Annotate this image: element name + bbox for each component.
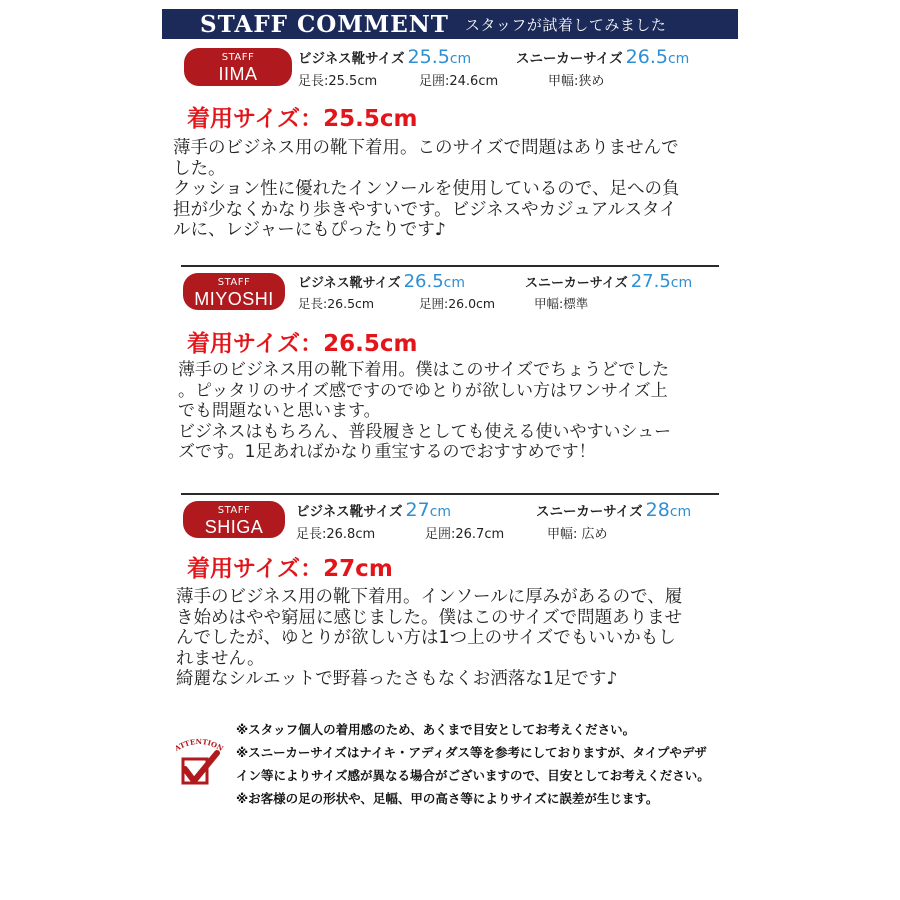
attention-note: ※スタッフ個人の着用感のため、あくまで目安としてお考えください。 bbox=[236, 722, 636, 737]
business-size-unit: cm bbox=[449, 51, 472, 67]
staff-name: IIMA bbox=[218, 64, 258, 84]
instep-width: 甲幅:狭め bbox=[548, 74, 605, 89]
business-size-unit: cm bbox=[429, 504, 452, 520]
staff-name: SHIGA bbox=[204, 517, 264, 537]
foot-girth: 足囲:26.7cm bbox=[425, 527, 505, 542]
badge-staff-label: STAFF bbox=[217, 277, 251, 288]
badge-staff-label: STAFF bbox=[217, 505, 251, 516]
foot-length: 足長:26.5cm bbox=[298, 296, 375, 311]
foot-length: 足長:26.8cm bbox=[296, 527, 376, 542]
sneaker-size-label: スニーカーサイズ bbox=[516, 51, 623, 67]
foot-girth: 足囲:26.0cm bbox=[419, 296, 496, 311]
wear-size-label: 着用サイズ： bbox=[187, 331, 324, 357]
instep-width: 甲幅:標準 bbox=[534, 296, 589, 311]
wear-size-value: 26.5cm bbox=[323, 331, 418, 357]
staff-badge bbox=[184, 48, 292, 86]
attention-icon-text: ATTENTION bbox=[173, 736, 225, 753]
sneaker-size-value: 27.5 bbox=[630, 271, 671, 292]
business-shoe-size bbox=[296, 499, 451, 521]
staff-badge bbox=[183, 501, 285, 538]
sneaker-size-unit: cm bbox=[670, 275, 693, 291]
badge-staff-label: STAFF bbox=[221, 52, 255, 63]
business-size-value: 25.5 bbox=[407, 46, 450, 68]
business-shoe-size bbox=[298, 271, 465, 292]
wear-size-label: 着用サイズ： bbox=[187, 106, 324, 132]
business-shoe-size bbox=[298, 46, 471, 68]
header-subtitle: スタッフが試着してみました bbox=[464, 15, 667, 34]
wear-size bbox=[187, 325, 418, 358]
attention-note: ※スニーカーサイズはナイキ・アディダス等を参考にしておりますが、タイプやデザイン等によりサイズ感が異なる場合がございますので、目安としてお考えください。 bbox=[236, 745, 710, 783]
section-divider bbox=[181, 265, 719, 267]
foot-length: 足長:25.5cm bbox=[298, 74, 378, 89]
sneaker-size bbox=[536, 499, 691, 521]
sneaker-size-label: スニーカーサイズ bbox=[525, 276, 628, 291]
business-size-value: 27 bbox=[405, 499, 430, 521]
sneaker-size-unit: cm bbox=[667, 51, 690, 67]
staff-badge bbox=[183, 273, 285, 310]
staff-comment: 薄手のビジネス用の靴下着用。インソールに厚みがあるので、履 き始めはやや窮屈に感じました。僕はこのサイズで問題ありませ んでしたが、ゆとりが欲しい方は1つ上のサイズでもいいかもし れません。 綺麗なシルエットで野暮ったさもなくお洒落な1足です♪ bbox=[176, 587, 683, 689]
foot-girth: 足囲:24.6cm bbox=[419, 74, 499, 89]
attention-notes bbox=[236, 718, 716, 810]
staff-comment: 薄手のビジネス用の靴下着用。僕はこのサイズでちょうどでした 。ピッタリのサイズ感ですのでゆとりが欲しい方はワンサイズ上 でも問題ないと思います。 ビジネスはもちろん、普段履きとしても使える使いやすいシュー ズです。1足あればかなり重宝するのでおすすめです！ bbox=[178, 360, 672, 462]
staff-comment: 薄手のビジネス用の靴下着用。このサイズで問題はありませんで した。 クッション性に優れたインソールを使用しているので、足への負 担が少なくかなり歩きやすいです。ビジネスやカジュアルスタイ ルに、レジャーにもぴったりです♪ bbox=[173, 138, 680, 240]
wear-size-label: 着用サイズ： bbox=[187, 556, 324, 582]
sneaker-size bbox=[516, 46, 689, 68]
attention-note: ※お客様の足の形状や、足幅、甲の高さ等によりサイズに誤差が生じます。 bbox=[236, 791, 659, 806]
business-size-label: ビジネス靴サイズ bbox=[298, 276, 401, 291]
instep-width: 甲幅: 広め bbox=[547, 527, 608, 542]
wear-size-value: 25.5cm bbox=[323, 106, 418, 132]
staff-section-iima bbox=[162, 39, 738, 259]
wear-size bbox=[187, 550, 393, 583]
sneaker-size-unit: cm bbox=[669, 504, 692, 520]
sneaker-size-value: 28 bbox=[645, 499, 670, 521]
wear-size-value: 27cm bbox=[323, 556, 393, 582]
sneaker-size-value: 26.5 bbox=[625, 46, 668, 68]
staff-section-shiga bbox=[176, 493, 719, 693]
header-title: STAFF COMMENT bbox=[200, 10, 449, 38]
sneaker-size-label: スニーカーサイズ bbox=[536, 504, 643, 520]
staff-name: MIYOSHI bbox=[194, 289, 274, 309]
business-size-unit: cm bbox=[443, 275, 465, 291]
attention-check-icon bbox=[173, 735, 225, 795]
section-divider bbox=[181, 493, 719, 495]
business-size-label: ビジネス靴サイズ bbox=[296, 504, 403, 520]
staff-comment-header bbox=[162, 9, 738, 39]
business-size-value: 26.5 bbox=[403, 271, 444, 292]
business-size-label: ビジネス靴サイズ bbox=[298, 51, 405, 67]
wear-size bbox=[187, 100, 418, 133]
staff-section-miyoshi bbox=[178, 265, 719, 475]
sneaker-size bbox=[525, 271, 692, 292]
